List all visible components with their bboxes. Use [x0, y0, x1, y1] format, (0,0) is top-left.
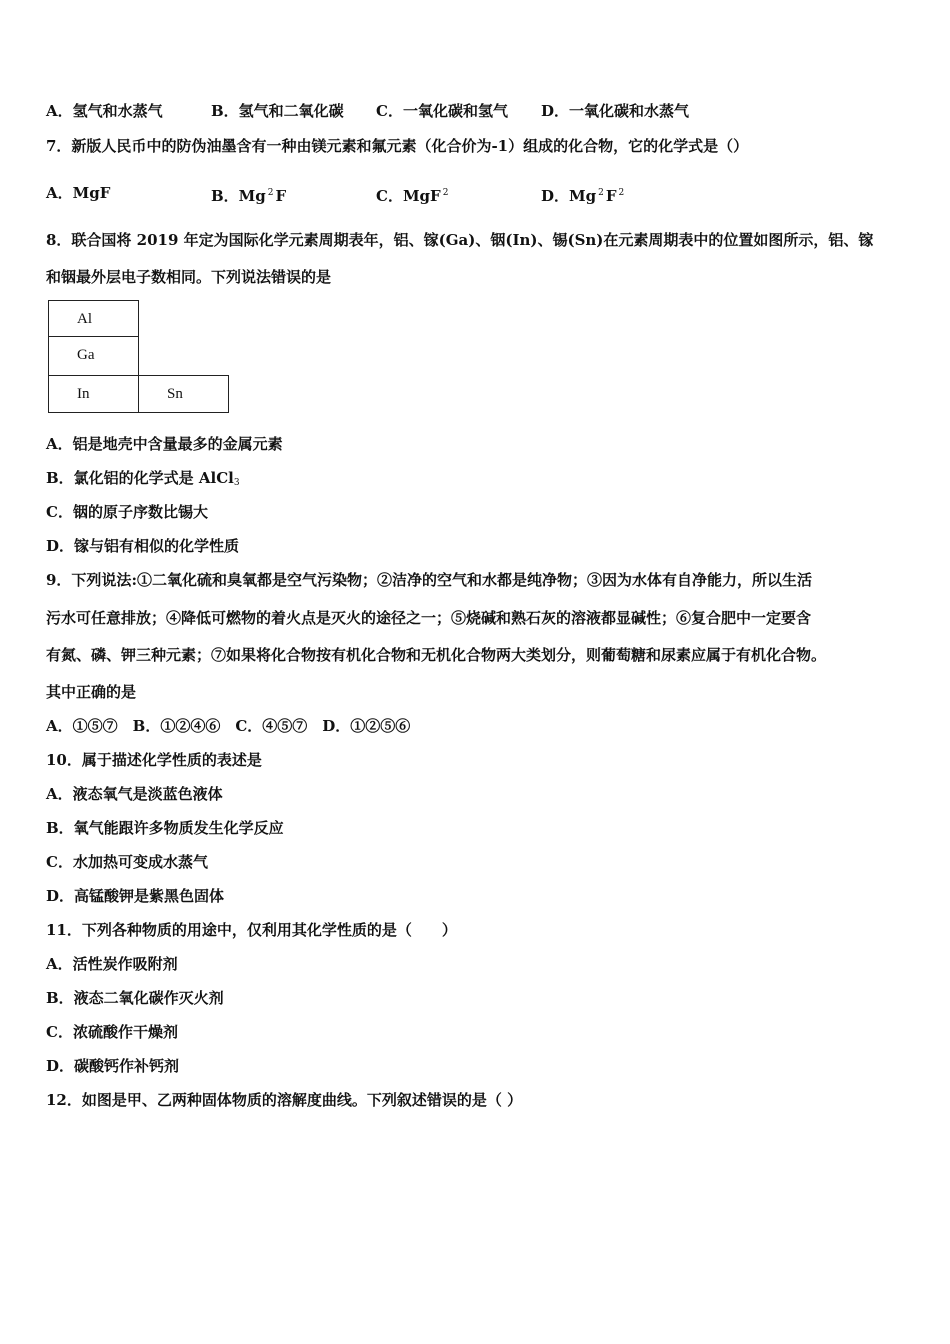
q8-option-b-pre: B．氯化铝的化学式是 AlCl	[46, 469, 234, 487]
q9-line3: 有氮、磷、钾三种元素；⑦如果将化合物按有机化合物和无机化合物两大类划分，则葡萄糖和尿素应属于有机化合物。	[46, 646, 827, 664]
q6-option-d: D．一氧化碳和水蒸气	[541, 102, 690, 120]
q10-option-a: A．液态氧气是淡蓝色液体	[46, 785, 223, 803]
q7-option-b	[211, 183, 286, 206]
q11-option-a: A．活性炭作吸附剂	[46, 955, 178, 973]
q8-option-b-sub: 3	[233, 478, 240, 488]
q8-option-a: A．铝是地壳中含量最多的金属元素	[46, 435, 283, 453]
q7-option-b-post: F	[275, 187, 287, 205]
q9-line1: 9．下列说法:①二氧化硫和臭氧都是空气污染物；②洁净的空气和水都是纯净物；③因为水体有自净能力，所以生活	[46, 571, 812, 589]
q7-option-d-pre: D．Mg	[541, 187, 597, 205]
q11-option-d: D．碳酸钙作补钙剂	[46, 1057, 180, 1075]
q10-stem: 10．属于描述化学性质的表述是	[46, 751, 262, 769]
q9-options: A．①⑤⑦ B．①②④⑥ C．④⑤⑦ D．①②⑤⑥	[46, 717, 411, 735]
q11-option-b: B．液态二氧化碳作灭火剂	[46, 989, 224, 1007]
q6-option-c: C．一氧化碳和氢气	[376, 102, 508, 120]
cell-ga: Ga	[48, 336, 139, 376]
q8-option-b	[46, 468, 240, 493]
q8-stem-line2: 和铟最外层电子数相同。下列说法错误的是	[46, 268, 332, 286]
q7-option-d-sup1: 2	[598, 188, 604, 198]
q10-option-d: D．高锰酸钾是紫黑色固体	[46, 887, 225, 905]
q11-stem: 11．下列各种物质的用途中，仅利用其化学性质的是（ ）	[46, 921, 457, 939]
q7-option-d	[541, 183, 626, 206]
q10-option-c: C．水加热可变成水蒸气	[46, 853, 208, 871]
q10-option-b: B．氧气能跟许多物质发生化学反应	[46, 819, 284, 837]
q12-stem: 12．如图是甲、乙两种固体物质的溶解度曲线。下列叙述错误的是（ ）	[46, 1091, 523, 1109]
cell-in: In	[48, 375, 139, 413]
q6-option-a: A．氢气和水蒸气	[46, 102, 163, 120]
q6-option-b: B．氢气和二氧化碳	[211, 102, 344, 120]
cell-al: Al	[48, 300, 139, 337]
q11-option-c: C．浓硫酸作干燥剂	[46, 1023, 178, 1041]
q9-line4: 其中正确的是	[46, 683, 137, 701]
q7-option-b-sup: 2	[267, 188, 274, 198]
q9-line2: 污水可任意排放；④降低可燃物的着火点是灭火的途径之一；⑤烧碱和熟石灰的溶液都显碱性；⑥复合肥中一定要含	[46, 609, 812, 627]
q7-option-d-sup2: 2	[618, 188, 625, 198]
cell-sn: Sn	[138, 375, 229, 413]
q7-stem: 7．新版人民币中的防伪油墨含有一种由镁元素和氟元素（化合价为-1）组成的化合物，它的化学式是（）	[46, 137, 749, 155]
q8-stem-line1: 8．联合国将 2019 年定为国际化学元素周期表年，铝、镓(Ga)、铟(In)、锡(Sn)在元素周期表中的位置如图所示，铝、镓	[46, 231, 874, 249]
q8-option-c: C．铟的原子序数比锡大	[46, 503, 208, 521]
q7-option-b-pre: B．Mg	[211, 187, 266, 205]
q7-option-c	[376, 183, 450, 206]
q7-option-c-sup: 2	[442, 188, 449, 198]
q7-option-a: A．MgF	[46, 184, 111, 202]
q7-option-d-mid: F	[605, 187, 617, 205]
q8-option-d: D．镓与铝有相似的化学性质	[46, 537, 240, 555]
q7-option-c-pre: C．MgF	[376, 187, 441, 205]
